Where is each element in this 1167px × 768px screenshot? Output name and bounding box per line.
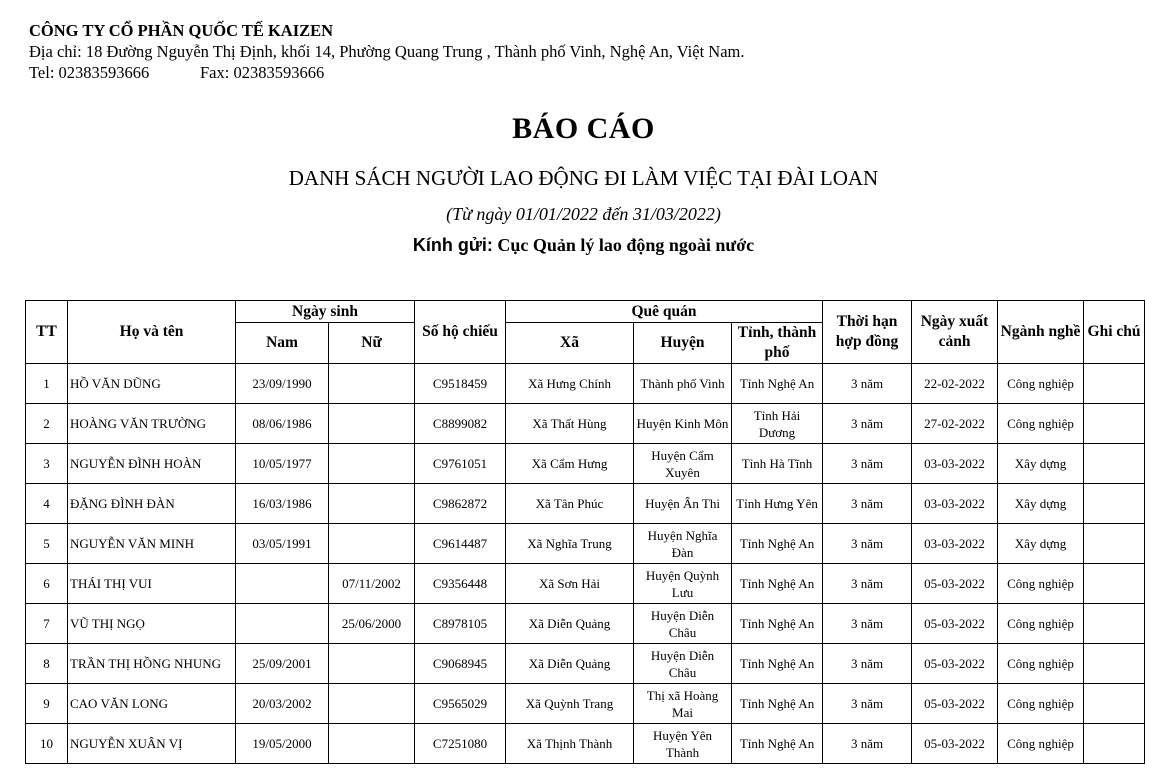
cell-commune: Xã Quỳnh Trang [506, 684, 634, 724]
cell-dob-female [329, 524, 415, 564]
company-name: CÔNG TY CỔ PHẦN QUỐC TẾ KAIZEN [29, 21, 334, 40]
cell-occupation: Xây dựng [998, 524, 1084, 564]
cell-name: HỒ VĂN DŨNG [68, 364, 236, 404]
table-row [26, 404, 1145, 444]
header-passport: Số hộ chiếu [415, 301, 506, 364]
report-recipient [0, 235, 1167, 256]
table-row [26, 644, 1145, 684]
cell-exit-date: 03-03-2022 [912, 444, 998, 484]
cell-commune: Xã Sơn Hải [506, 564, 634, 604]
header-commune: Xã [506, 323, 634, 364]
cell-province: Tỉnh Hà Tĩnh [732, 444, 823, 484]
cell-dob-female [329, 644, 415, 684]
cell-term: 3 năm [823, 684, 912, 724]
cell-note [1084, 684, 1145, 724]
cell-name: NGUYỄN XUÂN VỊ [68, 724, 236, 764]
cell-occupation: Xây dựng [998, 444, 1084, 484]
header-dob: Ngày sinh [236, 301, 415, 323]
cell-note [1084, 604, 1145, 644]
cell-occupation: Công nghiệp [998, 404, 1084, 444]
table-row [26, 604, 1145, 644]
recipient-prefix: Kính gửi: [412, 235, 493, 255]
cell-dob-female [329, 684, 415, 724]
recipient-name: Cục Quản lý lao động ngoài nước [492, 235, 755, 255]
cell-passport: C9356448 [415, 564, 506, 604]
cell-name: TRẦN THỊ HỒNG NHUNG [68, 644, 236, 684]
cell-district: Huyện Quỳnh Lưu [634, 564, 732, 604]
cell-district: Huyện Cẩm Xuyên [634, 444, 732, 484]
table-header [26, 301, 1145, 364]
cell-occupation: Công nghiệp [998, 564, 1084, 604]
table-row [26, 724, 1145, 764]
cell-commune: Xã Diễn Quảng [506, 604, 634, 644]
cell-dob-female: 25/06/2000 [329, 604, 415, 644]
cell-province: Tỉnh Nghệ An [732, 644, 823, 684]
cell-dob-male: 20/03/2002 [236, 684, 329, 724]
cell-occupation: Công nghiệp [998, 604, 1084, 644]
cell-exit-date: 05-03-2022 [912, 724, 998, 764]
cell-exit-date: 05-03-2022 [912, 644, 998, 684]
company-address: Địa chỉ: 18 Đường Nguyễn Thị Định, khối 14, Phường Quang Trung , Thành phố Vinh, Nghệ An, Việt Nam. [29, 42, 745, 61]
worker-table [25, 300, 1145, 764]
cell-term: 3 năm [823, 444, 912, 484]
cell-province: Tỉnh Nghệ An [732, 724, 823, 764]
company-tel: Tel: 02383593666 [29, 63, 150, 82]
cell-dob-female: 07/11/2002 [329, 564, 415, 604]
cell-tt: 8 [26, 644, 68, 684]
cell-term: 3 năm [823, 404, 912, 444]
report-title: BÁO CÁO [512, 112, 655, 145]
table-row [26, 524, 1145, 564]
cell-note [1084, 364, 1145, 404]
cell-note [1084, 724, 1145, 764]
cell-dob-female [329, 364, 415, 404]
cell-occupation: Công nghiệp [998, 724, 1084, 764]
cell-passport: C9614487 [415, 524, 506, 564]
header-note: Ghi chú [1084, 301, 1145, 364]
cell-note [1084, 564, 1145, 604]
header-female: Nữ [329, 323, 415, 364]
cell-province: Tỉnh Nghệ An [732, 364, 823, 404]
cell-passport: C7251080 [415, 724, 506, 764]
cell-exit-date: 05-03-2022 [912, 604, 998, 644]
cell-term: 3 năm [823, 524, 912, 564]
cell-dob-male: 19/05/2000 [236, 724, 329, 764]
cell-province: Tỉnh Hải Dương [732, 404, 823, 444]
cell-dob-male: 08/06/1986 [236, 404, 329, 444]
cell-dob-female [329, 484, 415, 524]
cell-exit-date: 22-02-2022 [912, 364, 998, 404]
cell-commune: Xã Thất Hùng [506, 404, 634, 444]
cell-exit-date: 03-03-2022 [912, 524, 998, 564]
report-subtitle: DANH SÁCH NGƯỜI LAO ĐỘNG ĐI LÀM VIỆC TẠI ĐÀI LOAN [288, 166, 879, 190]
cell-dob-male: 25/09/2001 [236, 644, 329, 684]
cell-name: VŨ THỊ NGỌ [68, 604, 236, 644]
cell-note [1084, 484, 1145, 524]
cell-dob-male [236, 604, 329, 644]
cell-passport: C9068945 [415, 644, 506, 684]
cell-tt: 10 [26, 724, 68, 764]
header-name: Họ và tên [68, 301, 236, 364]
cell-note [1084, 404, 1145, 444]
cell-name: ĐẶNG ĐÌNH ĐÀN [68, 484, 236, 524]
cell-name: NGUYỄN ĐÌNH HOÀN [68, 444, 236, 484]
cell-term: 3 năm [823, 364, 912, 404]
cell-passport: C8899082 [415, 404, 506, 444]
cell-passport: C9862872 [415, 484, 506, 524]
cell-exit-date: 05-03-2022 [912, 564, 998, 604]
cell-note [1084, 524, 1145, 564]
cell-commune: Xã Diễn Quảng [506, 644, 634, 684]
cell-dob-female [329, 444, 415, 484]
header-term: Thời hạn hợp đồng [823, 301, 912, 364]
cell-dob-female [329, 724, 415, 764]
header-district: Huyện [634, 323, 732, 364]
cell-occupation: Công nghiệp [998, 644, 1084, 684]
cell-district: Huyện Diễn Châu [634, 604, 732, 644]
cell-occupation: Công nghiệp [998, 684, 1084, 724]
cell-term: 3 năm [823, 564, 912, 604]
cell-passport: C9761051 [415, 444, 506, 484]
cell-tt: 3 [26, 444, 68, 484]
cell-commune: Xã Tân Phúc [506, 484, 634, 524]
cell-commune: Xã Thịnh Thành [506, 724, 634, 764]
cell-tt: 5 [26, 524, 68, 564]
cell-tt: 4 [26, 484, 68, 524]
cell-term: 3 năm [823, 724, 912, 764]
cell-note [1084, 644, 1145, 684]
cell-commune: Xã Hưng Chính [506, 364, 634, 404]
cell-district: Huyện Ân Thi [634, 484, 732, 524]
company-contact [29, 62, 745, 83]
cell-tt: 2 [26, 404, 68, 444]
cell-district: Huyện Yên Thành [634, 724, 732, 764]
table-row [26, 364, 1145, 404]
cell-dob-male: 23/09/1990 [236, 364, 329, 404]
cell-province: Tỉnh Nghệ An [732, 564, 823, 604]
cell-dob-female [329, 404, 415, 444]
cell-tt: 7 [26, 604, 68, 644]
cell-name: CAO VĂN LONG [68, 684, 236, 724]
cell-name: HOÀNG VĂN TRƯỜNG [68, 404, 236, 444]
cell-occupation: Công nghiệp [998, 364, 1084, 404]
header-exit-date: Ngày xuất cảnh [912, 301, 998, 364]
cell-commune: Xã Cẩm Hưng [506, 444, 634, 484]
cell-tt: 6 [26, 564, 68, 604]
cell-district: Huyện Diễn Châu [634, 644, 732, 684]
cell-province: Tỉnh Nghệ An [732, 684, 823, 724]
cell-province: Tỉnh Nghệ An [732, 524, 823, 564]
report-period: (Từ ngày 01/01/2022 đến 31/03/2022) [446, 204, 721, 224]
table-row [26, 484, 1145, 524]
cell-exit-date: 27-02-2022 [912, 404, 998, 444]
table-row [26, 444, 1145, 484]
cell-dob-male: 10/05/1977 [236, 444, 329, 484]
cell-commune: Xã Nghĩa Trung [506, 524, 634, 564]
cell-term: 3 năm [823, 484, 912, 524]
cell-district: Huyện Nghĩa Đàn [634, 524, 732, 564]
cell-district: Thị xã Hoàng Mai [634, 684, 732, 724]
cell-province: Tỉnh Nghệ An [732, 604, 823, 644]
cell-term: 3 năm [823, 604, 912, 644]
cell-passport: C9565029 [415, 684, 506, 724]
table-row [26, 564, 1145, 604]
header-male: Nam [236, 323, 329, 364]
cell-dob-male: 16/03/1986 [236, 484, 329, 524]
table-body [26, 364, 1145, 764]
cell-exit-date: 03-03-2022 [912, 484, 998, 524]
cell-term: 3 năm [823, 644, 912, 684]
cell-tt: 1 [26, 364, 68, 404]
cell-note [1084, 444, 1145, 484]
table-row [26, 684, 1145, 724]
cell-passport: C9518459 [415, 364, 506, 404]
cell-district: Thành phố Vinh [634, 364, 732, 404]
cell-province: Tỉnh Hưng Yên [732, 484, 823, 524]
cell-name: NGUYỄN VĂN MINH [68, 524, 236, 564]
cell-dob-male: 03/05/1991 [236, 524, 329, 564]
header-province: Tỉnh, thành phố [732, 323, 823, 364]
cell-name: THÁI THỊ VUI [68, 564, 236, 604]
header-hometown: Quê quán [506, 301, 823, 323]
cell-occupation: Xây dựng [998, 484, 1084, 524]
company-fax: Fax: 02383593666 [200, 63, 325, 82]
cell-dob-male [236, 564, 329, 604]
cell-district: Huyện Kinh Môn [634, 404, 732, 444]
header-occupation: Ngành nghề [998, 301, 1084, 364]
header-tt: TT [26, 301, 68, 364]
company-header [29, 20, 745, 83]
cell-tt: 9 [26, 684, 68, 724]
cell-exit-date: 05-03-2022 [912, 684, 998, 724]
cell-passport: C8978105 [415, 604, 506, 644]
